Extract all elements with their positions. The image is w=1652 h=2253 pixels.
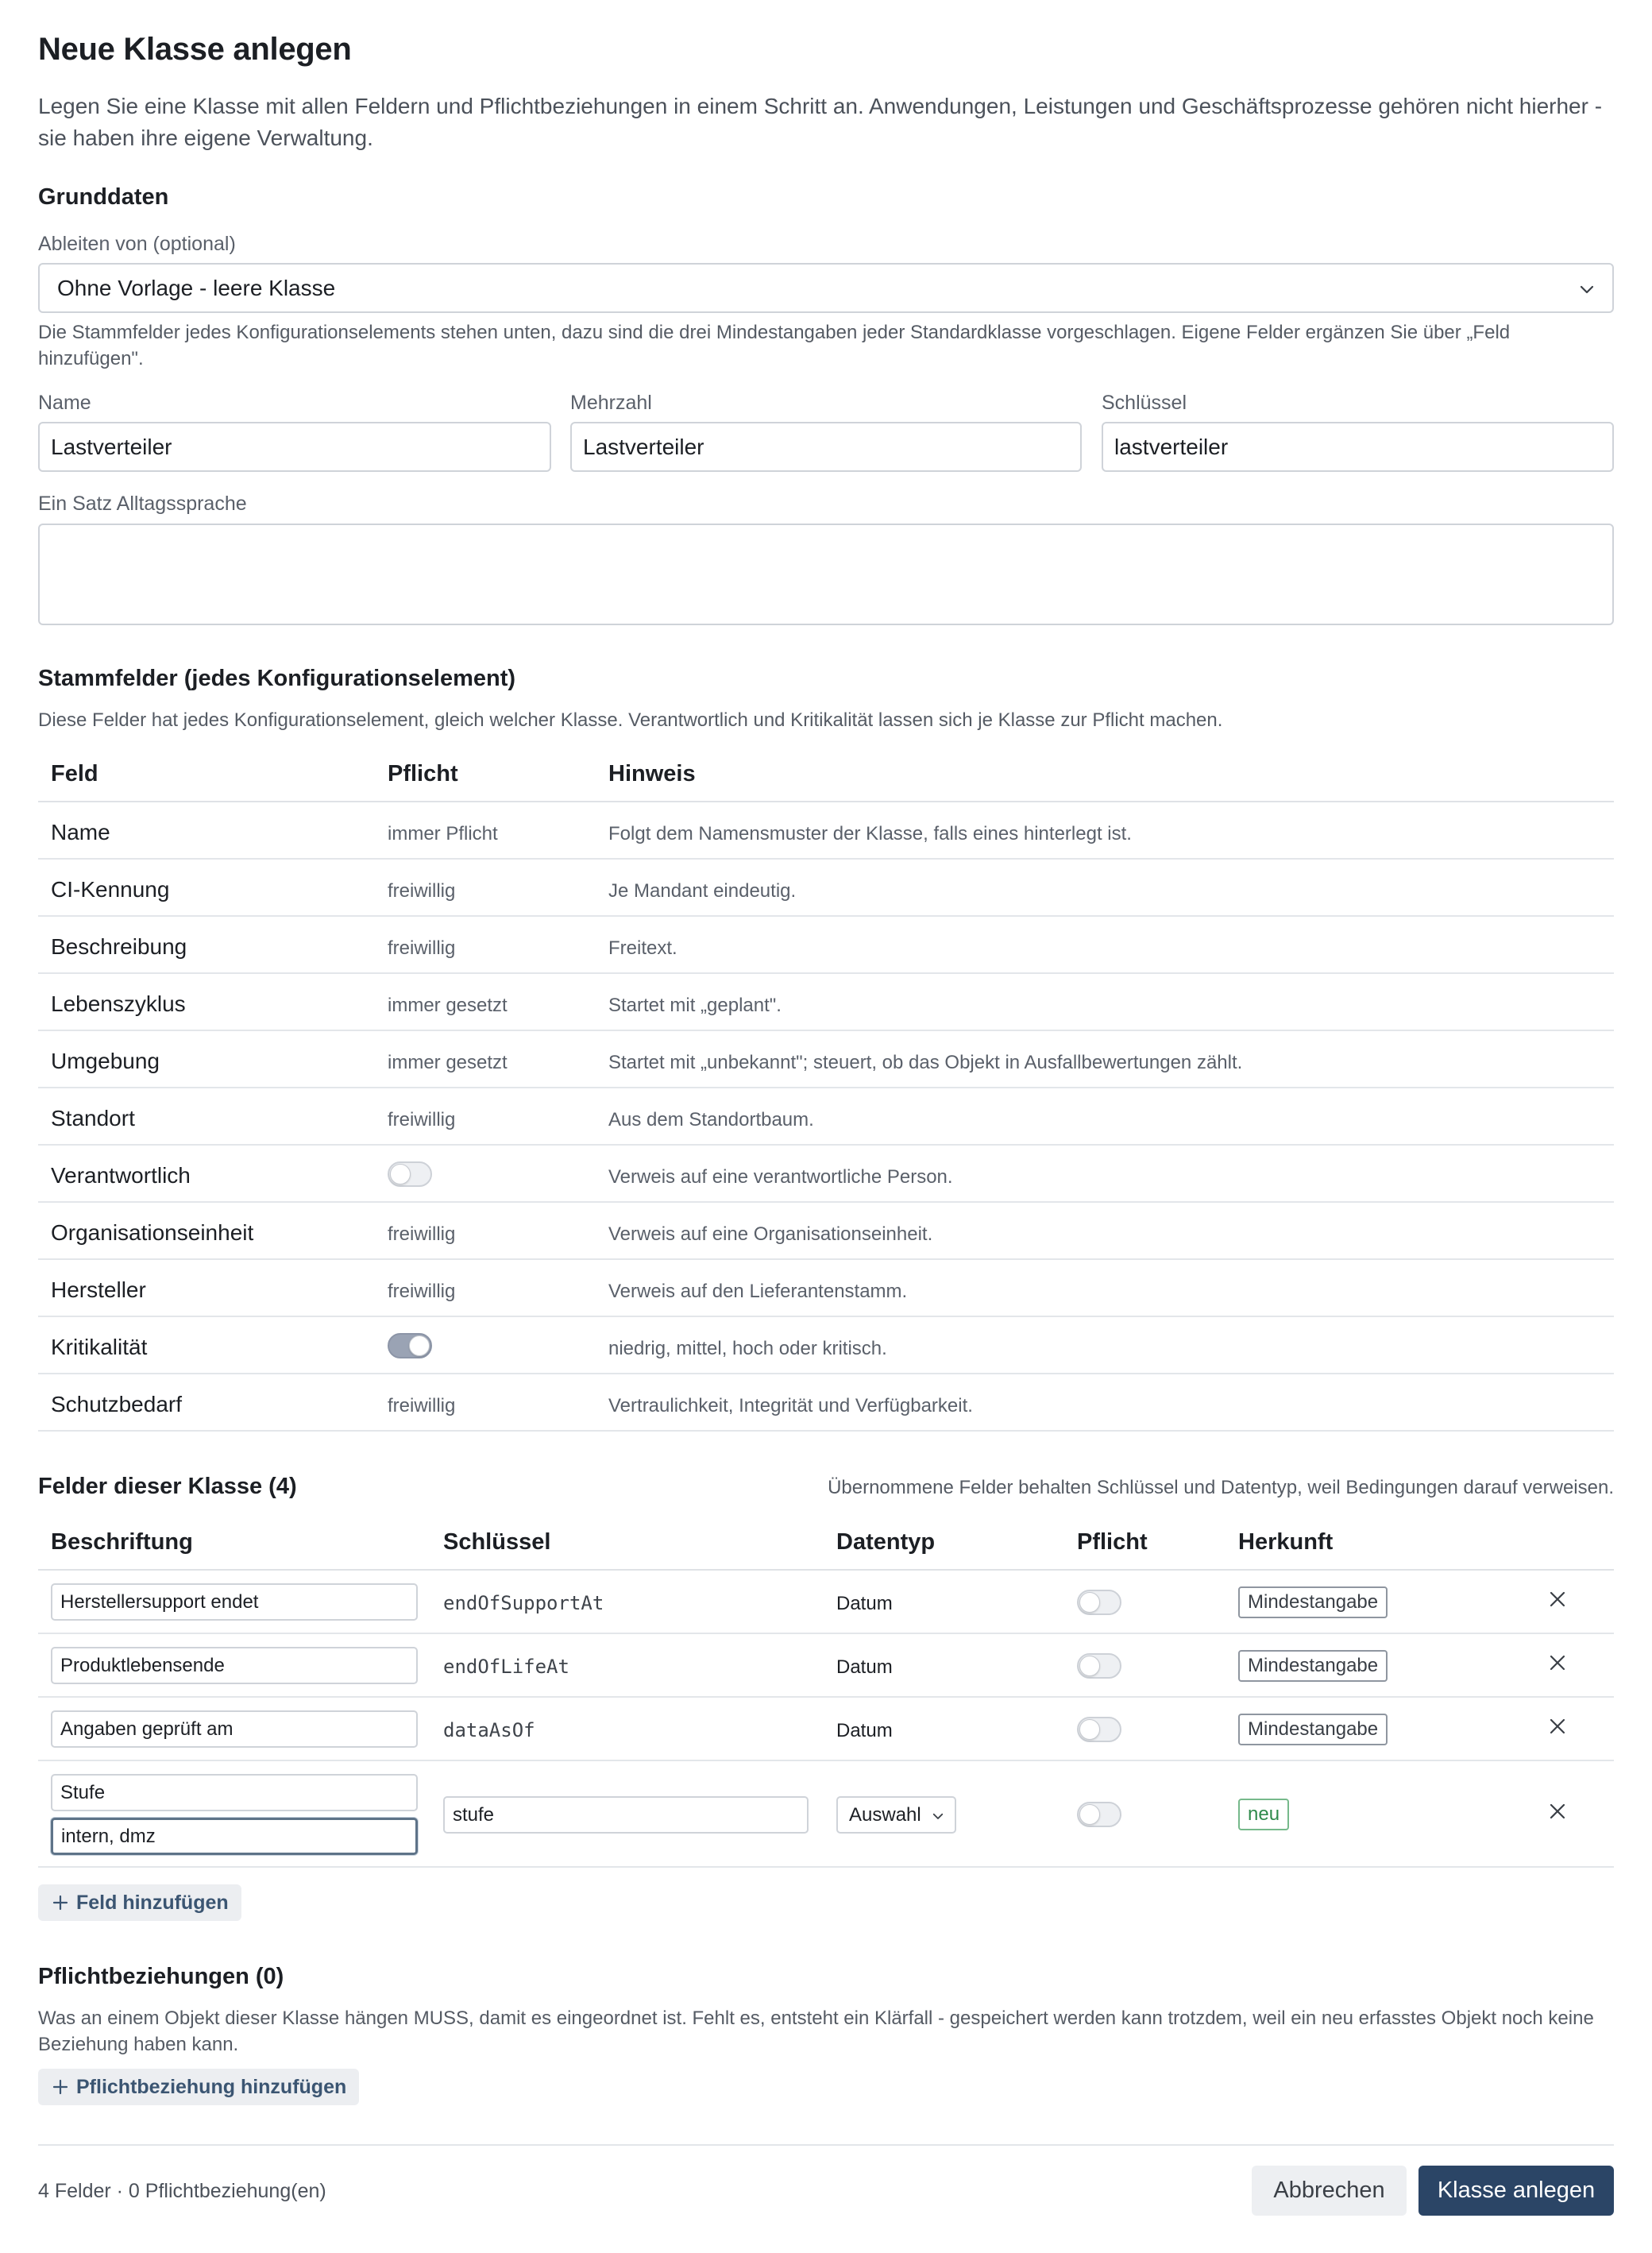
field-required: freiwillig xyxy=(388,1223,456,1245)
origin-badge: Mindestangabe xyxy=(1238,1586,1388,1618)
stammfelder-heading: Stammfelder (jedes Konfigurationselement) xyxy=(38,666,516,691)
field-key: endOfLifeAt xyxy=(443,1656,569,1678)
col-beschriftung: Beschriftung xyxy=(51,1529,193,1555)
field-name: Beschreibung xyxy=(51,934,187,959)
add-relation-label: Pflichtbeziehung hinzufügen xyxy=(76,2076,347,2098)
field-name: Verantwortlich xyxy=(51,1163,191,1188)
table-row xyxy=(38,1571,1614,1634)
field-hint: Verweis auf den Lieferantenstamm. xyxy=(608,1281,908,1302)
field-hint: Freitext. xyxy=(608,937,677,959)
field-hint: niedrig, mittel, hoch oder kritisch. xyxy=(608,1338,887,1359)
key-input[interactable]: lastverteiler xyxy=(1102,422,1614,472)
field-required-toggle[interactable] xyxy=(1077,1590,1121,1615)
name-label: Name xyxy=(38,392,91,414)
field-hint: Verweis auf eine verantwortliche Person. xyxy=(608,1166,953,1188)
derive-help: Die Stammfelder jedes Konfigurationselements stehen unten, dazu sind die drei Mindestangaben jeder Standardklasse vorgeschlagen. Eigene Felder ergänzen Sie über „Feld hinzufügen". xyxy=(38,322,1511,369)
sentence-textarea[interactable] xyxy=(38,524,1614,625)
col-feld: Feld xyxy=(51,761,98,786)
table-row xyxy=(38,974,1614,1031)
table-row xyxy=(38,1698,1614,1761)
plural-label: Mehrzahl xyxy=(570,392,652,414)
table-row xyxy=(38,1761,1614,1868)
pflichtbeziehungen-heading: Pflichtbeziehungen (0) xyxy=(38,1964,284,1989)
field-type-value: Auswahl xyxy=(849,1804,921,1826)
close-icon[interactable] xyxy=(1549,1803,1566,1820)
stammfelder-table xyxy=(38,745,1614,1432)
field-name: Organisationseinheit xyxy=(51,1220,254,1245)
col-pflicht: Pflicht xyxy=(388,761,458,786)
felder-heading: Felder dieser Klasse (4) xyxy=(38,1474,297,1499)
field-key-input[interactable]: stufe xyxy=(443,1796,809,1834)
derive-label: Ableiten von (optional) xyxy=(38,233,236,255)
chevron-down-icon xyxy=(1577,280,1596,299)
toggle-knob xyxy=(1079,1719,1100,1740)
field-label-input[interactable]: Herstellersupport endet xyxy=(51,1583,418,1621)
field-name: Lebenszyklus xyxy=(51,991,186,1016)
field-name: Schutzbedarf xyxy=(51,1392,182,1416)
footer-divider xyxy=(38,2144,1614,2146)
verantwortlich-required-toggle[interactable] xyxy=(388,1161,432,1187)
origin-badge-new: neu xyxy=(1238,1799,1289,1830)
table-row xyxy=(38,1203,1614,1260)
dialog-intro: Legen Sie eine Klasse mit allen Feldern und Pflichtbeziehungen in einem Schritt an. Anwendungen, Leistungen und Geschäftsprozesse gehören nicht hierher - sie haben ihre eigene Verwaltung. xyxy=(38,94,1603,150)
field-required: freiwillig xyxy=(388,1281,456,1302)
field-label-input[interactable]: Produktlebensende xyxy=(51,1647,418,1684)
add-field-button[interactable] xyxy=(38,1884,241,1921)
sentence-label: Ein Satz Alltagssprache xyxy=(38,493,247,515)
field-hint: Aus dem Standortbaum. xyxy=(608,1109,814,1130)
field-name: Kritikalität xyxy=(51,1335,148,1359)
dialog-title: Neue Klasse anlegen xyxy=(38,32,352,67)
field-options-input[interactable]: intern, dmz xyxy=(51,1818,418,1855)
toggle-knob xyxy=(409,1335,430,1356)
field-label-input[interactable]: Stufe xyxy=(51,1774,418,1811)
derive-select[interactable] xyxy=(38,263,1614,313)
grunddaten-heading: Grunddaten xyxy=(38,184,169,210)
felder-note: Übernommene Felder behalten Schlüssel und Datentyp, weil Bedingungen darauf verweisen. xyxy=(828,1477,1614,1498)
field-name: Name xyxy=(51,820,110,844)
field-type: Datum xyxy=(836,1656,893,1678)
toggle-knob xyxy=(1079,1592,1100,1613)
field-required-toggle[interactable] xyxy=(1077,1717,1121,1742)
field-required: freiwillig xyxy=(388,937,456,959)
field-hint: Vertraulichkeit, Integrität und Verfügbarkeit. xyxy=(608,1395,973,1416)
name-input[interactable]: Lastverteiler xyxy=(38,422,551,472)
field-hint: Startet mit „unbekannt"; steuert, ob das Objekt in Ausfallbewertungen zählt. xyxy=(608,1052,1243,1073)
key-label: Schlüssel xyxy=(1102,392,1187,414)
field-key: endOfSupportAt xyxy=(443,1592,604,1614)
table-row xyxy=(38,1317,1614,1374)
field-name: Hersteller xyxy=(51,1277,146,1302)
field-hint: Startet mit „geplant". xyxy=(608,995,782,1016)
pflichtbeziehungen-help: Was an einem Objekt dieser Klasse hängen MUSS, damit es eingeordnet ist. Fehlt es, entsteht ein Klärfall - gespeichert werden kann trotzdem, weil ein neu erfasstes Objekt noch keine Beziehung haben kann. xyxy=(38,2008,1594,2055)
plural-input[interactable]: Lastverteiler xyxy=(570,422,1082,472)
create-class-button[interactable]: Klasse anlegen xyxy=(1418,2166,1614,2216)
field-name: Standort xyxy=(51,1106,135,1130)
field-required: freiwillig xyxy=(388,880,456,902)
col-schluessel: Schlüssel xyxy=(443,1529,551,1555)
field-label-input[interactable]: Angaben geprüft am xyxy=(51,1710,418,1748)
table-header xyxy=(38,1513,1614,1571)
field-required: immer Pflicht xyxy=(388,823,498,844)
derive-select-value: Ohne Vorlage - leere Klasse xyxy=(57,276,336,300)
field-type: Datum xyxy=(836,1593,893,1614)
table-row xyxy=(38,917,1614,974)
field-name: CI-Kennung xyxy=(51,877,170,902)
field-required: immer gesetzt xyxy=(388,995,508,1016)
field-hint: Verweis auf eine Organisationseinheit. xyxy=(608,1223,933,1245)
stammfelder-help: Diese Felder hat jedes Konfigurationselement, gleich welcher Klasse. Verantwortlich und Kritikalität lassen sich je Klasse zur Pflicht machen. xyxy=(38,709,1223,731)
table-row xyxy=(38,1634,1614,1698)
table-row xyxy=(38,1031,1614,1088)
table-row xyxy=(38,860,1614,917)
felder-table xyxy=(38,1513,1614,1868)
table-header xyxy=(38,745,1614,802)
field-key: dataAsOf xyxy=(443,1719,535,1741)
add-field-label: Feld hinzufügen xyxy=(76,1892,229,1914)
toggle-knob xyxy=(1079,1656,1100,1676)
toggle-knob xyxy=(1079,1804,1100,1825)
col-datentyp: Datentyp xyxy=(836,1529,936,1555)
field-required: immer gesetzt xyxy=(388,1052,508,1073)
origin-badge: Mindestangabe xyxy=(1238,1650,1388,1682)
table-row xyxy=(38,802,1614,860)
field-required-toggle[interactable] xyxy=(1077,1802,1121,1827)
col-pflicht: Pflicht xyxy=(1077,1529,1148,1555)
field-type: Datum xyxy=(836,1720,893,1741)
kritikalitaet-required-toggle[interactable] xyxy=(388,1333,432,1358)
footer-summary: 4 Felder · 0 Pflichtbeziehung(en) xyxy=(38,2180,326,2202)
cancel-button[interactable]: Abbrechen xyxy=(1252,2166,1407,2216)
field-type-select[interactable] xyxy=(836,1796,956,1834)
col-hinweis: Hinweis xyxy=(608,761,696,786)
toggle-knob xyxy=(390,1164,411,1184)
table-row xyxy=(38,1146,1614,1203)
table-row xyxy=(38,1088,1614,1146)
field-name: Umgebung xyxy=(51,1049,160,1073)
field-required-toggle[interactable] xyxy=(1077,1653,1121,1679)
table-row xyxy=(38,1260,1614,1317)
field-required: freiwillig xyxy=(388,1109,456,1130)
col-herkunft: Herkunft xyxy=(1238,1529,1334,1555)
field-hint: Folgt dem Namensmuster der Klasse, falls eines hinterlegt ist. xyxy=(608,823,1132,844)
origin-badge: Mindestangabe xyxy=(1238,1714,1388,1745)
close-icon[interactable] xyxy=(1549,1590,1566,1608)
chevron-down-icon xyxy=(931,1809,945,1823)
plus-icon xyxy=(52,1895,68,1911)
table-row xyxy=(38,1374,1614,1432)
close-icon[interactable] xyxy=(1549,1718,1566,1735)
plus-icon xyxy=(52,2079,68,2095)
close-icon[interactable] xyxy=(1549,1654,1566,1671)
field-hint: Je Mandant eindeutig. xyxy=(608,880,797,902)
field-required: freiwillig xyxy=(388,1395,456,1416)
add-relation-button[interactable] xyxy=(38,2069,359,2105)
